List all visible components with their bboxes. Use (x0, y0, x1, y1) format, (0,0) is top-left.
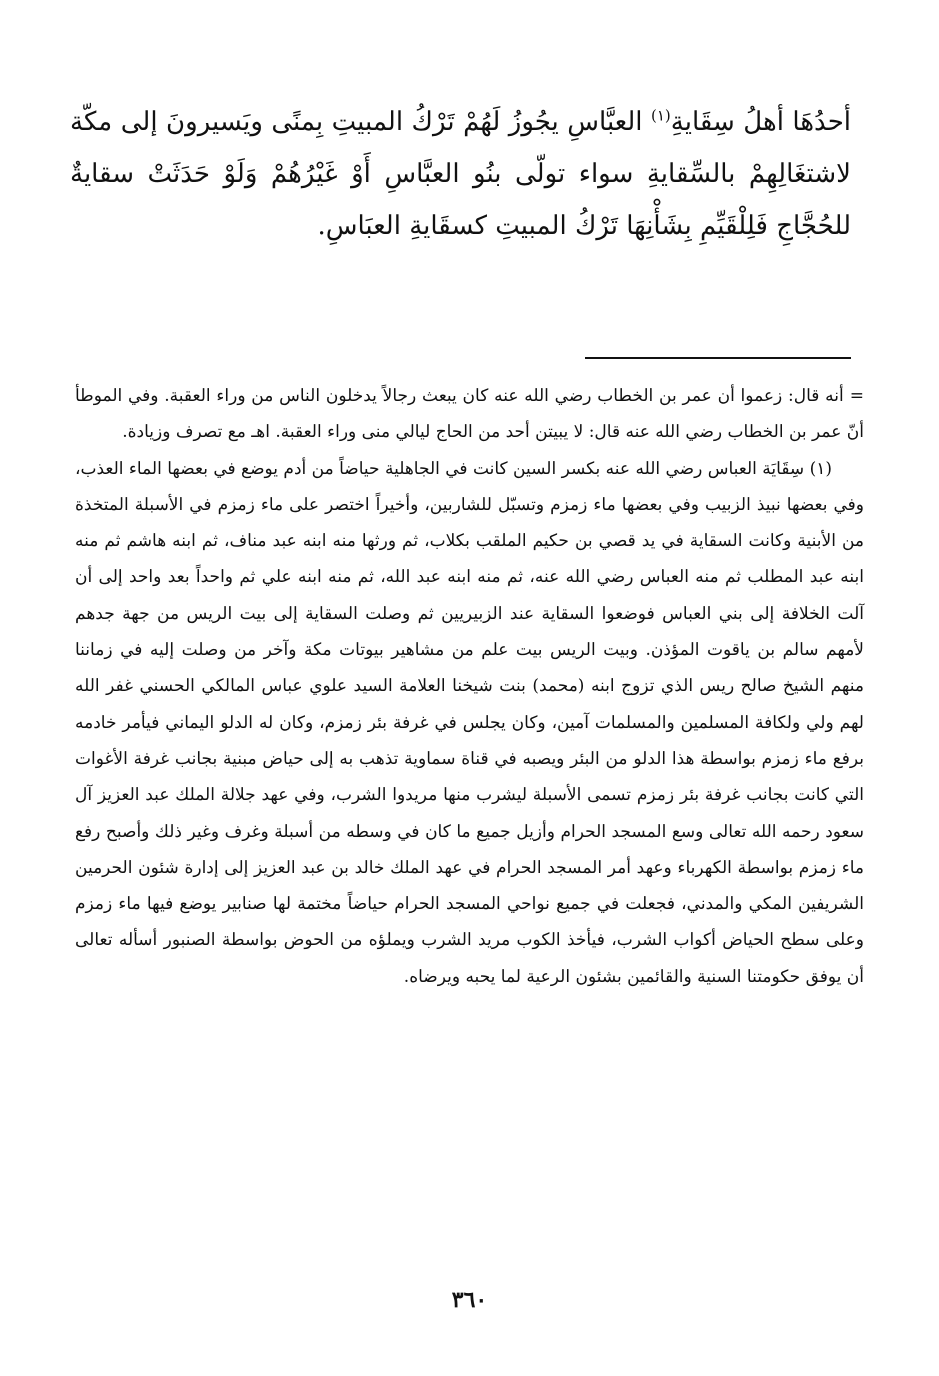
main-text-part1: أحدُهَا أهلُ سِقَايةِ (670, 107, 852, 137)
footnote-continuation-text: أنه قال: زعموا أن عمر بن الخطاب رضي الله عنه كان يبعث رجالاً يدخلون الناس من وراء العقبة. وفي الموطأ أنّ عمر بن الخطاب رضي الله عنه قال: لا يبيتن أحد من الحاج ليالي منى وراء العقبة. اهـ مع تصرف وزيادة. (75, 386, 864, 443)
main-text-part2: العبَّاسِ يجُوزُ لَهُمْ تَرْكُ المبيتِ بِمنًى ويَسيرونَ إلى مكّة لاشتغَالِهِمْ بالسِّقايةِ سواء تولّى بنُو العبَّاسِ أَوْ غَيْرُهُمْ وَلَوْ حَدَثَتْ سقايةٌ للحُجَّاجِ فَلِلْقَيِّمِ بِشَأْنِهَا تَرْكُ المبيتِ كسقَايةِ العبَاسِ. (70, 107, 851, 241)
page-number: ٣٦٠ (451, 1287, 488, 1313)
footnote-reference-1: (١) (650, 106, 671, 125)
footnotes-section (75, 378, 864, 995)
footnote-separator-line (585, 357, 851, 359)
continuation-mark: = (849, 386, 864, 406)
footnote-continuation (75, 378, 864, 451)
footnote-1: (١) سِقَايَة العباس رضي الله عنه بكسر السين كانت في الجاهلية حياضاً من أدم يوضع في بعضها الماء العذب، وفي بعضها نبيذ الزبيب وفي بعضها ماء زمزم وتسبّل للشاربين، وأخيراً اختصر على ماء زمزم في الأسبلة المتخذة من الأبنية وكانت السقاية في يد قصي بن حكيم الملقب بكلاب، ثم ورثها منه ابنه عبد مناف، ثم ابنه هاشم ثم منه ابنه عبد المطلب ثم منه العباس رضي الله عنه، ثم منه ابنه عبد الله، ثم منه ابنه علي ثم واحداً بعد واحد إلى أن آلت الخلافة إلى بني العباس فوضعوا السقاية عند الزبيريين ثم وصلت السقاية إلى بيت الريس من جهة جدهم لأمهم سالم بن ياقوت المؤذن. وبيت الريس بيت علم من مشاهير بيوتات مكة وآخر من وصلت إليه في زماننا منهم الشيخ صالح ريس الذي تزوج ابنه (محمد) بنت شيخنا العلامة السيد علوي عباس المالكي الحسني غفر الله لهم ولي ولكافة المسلمين والمسلمات آمين، وكان يجلس في غرفة بئر زمزم، وكان له الدلو اليماني فيأمر خادمه برفع ماء زمزم بواسطة هذا الدلو من البئر ويصبه في قناة سماوية تذهب به إلى حياض مبنية بجانب غرفة الأغوات التي كانت بجانب غرفة بئر زمزم تسمى الأسبلة ليشرب منها مريدوا الشرب، وفي عهد جلالة الملك عبد العزيز آل سعود رحمه الله تعالى وسع المسجد الحرام وأزيل جميع ما كان في وسطه من أسبلة وغرف وغير ذلك وأصبح رفع ماء زمزم بواسطة الكهرباء وعهد أمر المسجد الحرام في عهد الملك خالد بن عبد العزيز إلى إدارة شئون الحرمين الشريفين المكي والمدني، فجعلت في جميع نواحي المسجد الحرام حياضاً مختمة لها صنابير يوضع فيها ماء زمزم وعلى سطح الحياض أكواب الشرب، فيأخذ الكوب مريد الشرب ويملؤه من الحوض بواسطة الصنبور أسأله تعالى أن يوفق حكومتنا السنية والقائمين بشئون الرعية لما يحبه ويرضاه. (75, 458, 864, 987)
main-body-paragraph (70, 96, 851, 252)
